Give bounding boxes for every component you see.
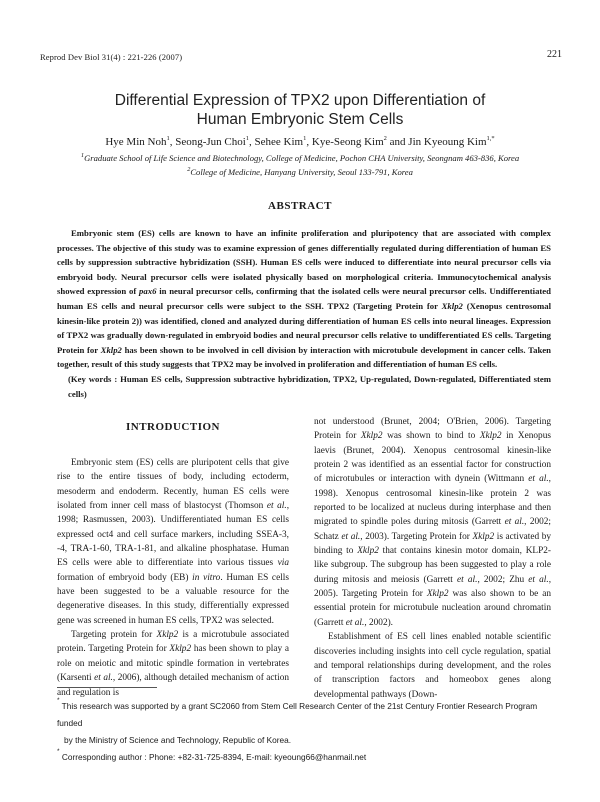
author-name: , Sehee Kim: [249, 136, 304, 148]
funding-footnote-continued: by the Ministry of Science and Technology, Republic of Korea.: [64, 735, 292, 745]
funding-footnote: [57, 698, 551, 732]
italic-text: Xklp2: [169, 644, 192, 655]
text: was shown to bind to: [382, 431, 480, 442]
corresponding-author-footnote: [57, 749, 551, 766]
page-number: 221: [547, 49, 562, 60]
abstract-text: (Xenopus centrosomal kinesin-like protein 2)) was identified, cloned and analyzed during differentiation of human ES cells into neural lineages. Expression of TPX2 was gradually down-regulated in embryoid bodies and neural precursor cells relative to undifferentiated ES cells. Targeting Protein for: [57, 300, 551, 355]
abstract-text: in neural precursor cells, confirming that the isolated cells were neural precursor cells. Undifferentiated human ES cells and neural precursor cells were subject to the SSH. TPX2 (Targeting Protein for: [57, 286, 551, 311]
author-name: , Seong-Jun Choi: [169, 136, 246, 148]
author-affil-mark: 1,*: [486, 135, 495, 142]
text: has been shown to play a role on meiotic and mitotic spindle formation in vertebrates (Karsenti: [57, 644, 290, 684]
author-affil-mark: 2: [383, 135, 387, 142]
text: was also shown to be an essential protein for microtubule nucleation around chromatin (Garrett: [314, 589, 551, 628]
text: , 2002; Zhu: [477, 574, 529, 585]
text: Targeting protein for: [71, 630, 157, 641]
italic-text: et al.: [345, 617, 365, 628]
text: , 1998; Rasmussen, 2003). Undifferentiated human ES cells expressed oct4 and cell surface markers, including SSEA-3, -4, TRA-1-60, TRA-1-81, and alkaline phosphatase. Human ES cells were able to differentiate into various tissues: [57, 501, 290, 569]
text: Embryonic stem (ES) cells are pluripotent cells that give rise to the entire tissues of body, including ectoderm, mesoderm and endoderm. Recently, human ES cells were isolated from inner cell mass of blastocyst (Thomson: [57, 458, 289, 512]
italic-text: via: [277, 558, 289, 569]
italic-text: et al.: [94, 673, 113, 684]
footnote-divider: [57, 687, 157, 688]
introduction-heading: INTRODUCTION: [125, 421, 220, 433]
paragraph: Establishment of ES cell lines enabled notable scientific discoveries including insights into cell cycle regulation, spatial and temporal relationships during development, and the roles of transcription factors and homeobox genes along developmental pathways (Down-: [314, 632, 551, 700]
abstract-body: [57, 226, 551, 401]
text: not understood (Brunet, 2004; O'Brien, 2006). Targeting Protein for: [314, 417, 551, 442]
paragraph: [57, 456, 289, 628]
text: is activated by binding to: [314, 531, 552, 557]
italic-text: Xklp2: [479, 431, 502, 442]
abstract-paragraph: [57, 226, 551, 372]
author-affil-mark: 1: [166, 135, 170, 142]
text: that contains kinesin motor domain, KLP2-like subgroup. The subgroup has been suggested to play a role during mitosis and meiosis (Garrett: [314, 546, 551, 585]
running-header: Reprod Dev Biol 31(4) : 221-226 (2007): [40, 52, 183, 62]
paragraph: [314, 415, 551, 630]
affiliation-text: Graduate School of Life Science and Biotechnology, College of Medicine, Pochon CHA University, Seongnam 463-836, Korea: [84, 153, 520, 163]
right-column: [314, 415, 551, 702]
author-name: Hye Min Noh: [105, 136, 167, 148]
italic-text: et al.: [528, 574, 549, 585]
text: , 2002).: [364, 617, 394, 628]
left-column: [57, 456, 289, 700]
text: , 2002; Schatz: [314, 517, 551, 542]
text: , 2005). Targeting Protein for: [314, 574, 552, 600]
paragraph: [57, 628, 289, 700]
affiliation-1: [40, 153, 560, 163]
footnote-mark: *: [57, 697, 60, 704]
affiliation-text: College of Medicine, Hanyang University, Seoul 133-791, Korea: [190, 167, 413, 177]
abstract-heading: ABSTRACT: [268, 200, 332, 212]
abstract-italic: Xklp2: [100, 344, 122, 355]
author-list: [40, 136, 560, 148]
text: , 2003). Targeting Protein for: [360, 531, 473, 542]
text: is a microtubule associated protein. Targeting Protein for: [57, 630, 289, 655]
author-name: , Kye-Seong Kim: [306, 136, 384, 148]
italic-text: et al.: [504, 517, 525, 528]
footnote-text: Corresponding author : Phone: +82-31-725-8394, E-mail: kyeoung66@hanmail.net: [59, 752, 367, 762]
italic-text: et al.: [266, 501, 287, 512]
author-name: and Jin Kyeoung Kim: [386, 136, 487, 148]
italic-text: et al.: [528, 474, 549, 485]
italic-text: Xklp2: [360, 431, 383, 442]
text: . Human ES cells have been suggested to be a valuable resource for the degenerative diseases. In this study, differentially expressed gene was screened in human ES cells, TPX2 was selected.: [57, 572, 289, 626]
text: , 2006), although detailed mechanism of action and regulation is: [57, 673, 290, 698]
italic-text: Xklp2: [472, 531, 495, 542]
abstract-text: Embryonic stem (ES) cells are known to have an infinite proliferation and pluripotency that are associated with complex processes. The objective of this study was to examine expression of genes differentially regulated during differentiation of human ES cells by suppression subtractive hybridization (SSH). Human ES cells were induced to differentiate into neural precursor cells via embryoid body. Neural precursor cells were isolated physically based on morphological criteria. Immunocytochemical analysis showed expression of: [57, 228, 551, 297]
abstract-italic: pax6: [139, 286, 157, 297]
italic-text: Xklp2: [357, 546, 379, 557]
keywords: (Key words : Human ES cells, Suppression subtractive hybridization, TPX2, Up-regulated, Down-regulated, Differentiated stem cells): [68, 373, 551, 399]
text: , 1998). Xenopus centrosomal kinesin-like protein 2 was reported to be localized at nucleus during interphase and then migrated to spindle poles during mitosis (Garrett: [314, 474, 551, 528]
affil-mark: 1: [80, 152, 85, 159]
italic-text: Xklp2: [156, 630, 179, 641]
text: formation of embryoid body (EB): [57, 572, 193, 583]
title-line-1: Differential Expression of TPX2 upon Differentiation of: [114, 92, 486, 109]
affil-mark: 2: [187, 166, 191, 173]
italic-text: Xklp2: [426, 589, 449, 600]
title-line-2: Human Embryonic Stem Cells: [196, 111, 404, 128]
italic-text: et al.: [341, 531, 361, 542]
author-affil-mark: 1: [303, 135, 307, 142]
text: in Xenopus laevis (Brunet, 2004). Xenopus centrosomal kinesin-like protein 2 was identified as an essential factor for construction of microtubules or interaction with dynein (Wittmann: [314, 431, 551, 485]
italic-text: et al.: [457, 574, 478, 585]
italic-text: in vitro: [192, 572, 221, 583]
paper-title: [40, 91, 560, 129]
author-affil-mark: 1: [245, 135, 250, 142]
abstract-italic: Xklp2: [441, 300, 463, 311]
affiliation-2: [40, 167, 560, 177]
footnote-text: This research was supported by a grant SC2060 from Stem Cell Research Center of the 21st Century Frontier Research Program funded: [57, 701, 538, 728]
abstract-text: has been shown to be involved in cell division by interaction with microtubule development in cancer cells. Taken together, result of this study suggests that TPX2 may be involved in proliferation and differentiation of human ES cells.: [57, 344, 551, 370]
footnotes: [57, 698, 551, 766]
footnote-mark: *: [57, 748, 60, 755]
